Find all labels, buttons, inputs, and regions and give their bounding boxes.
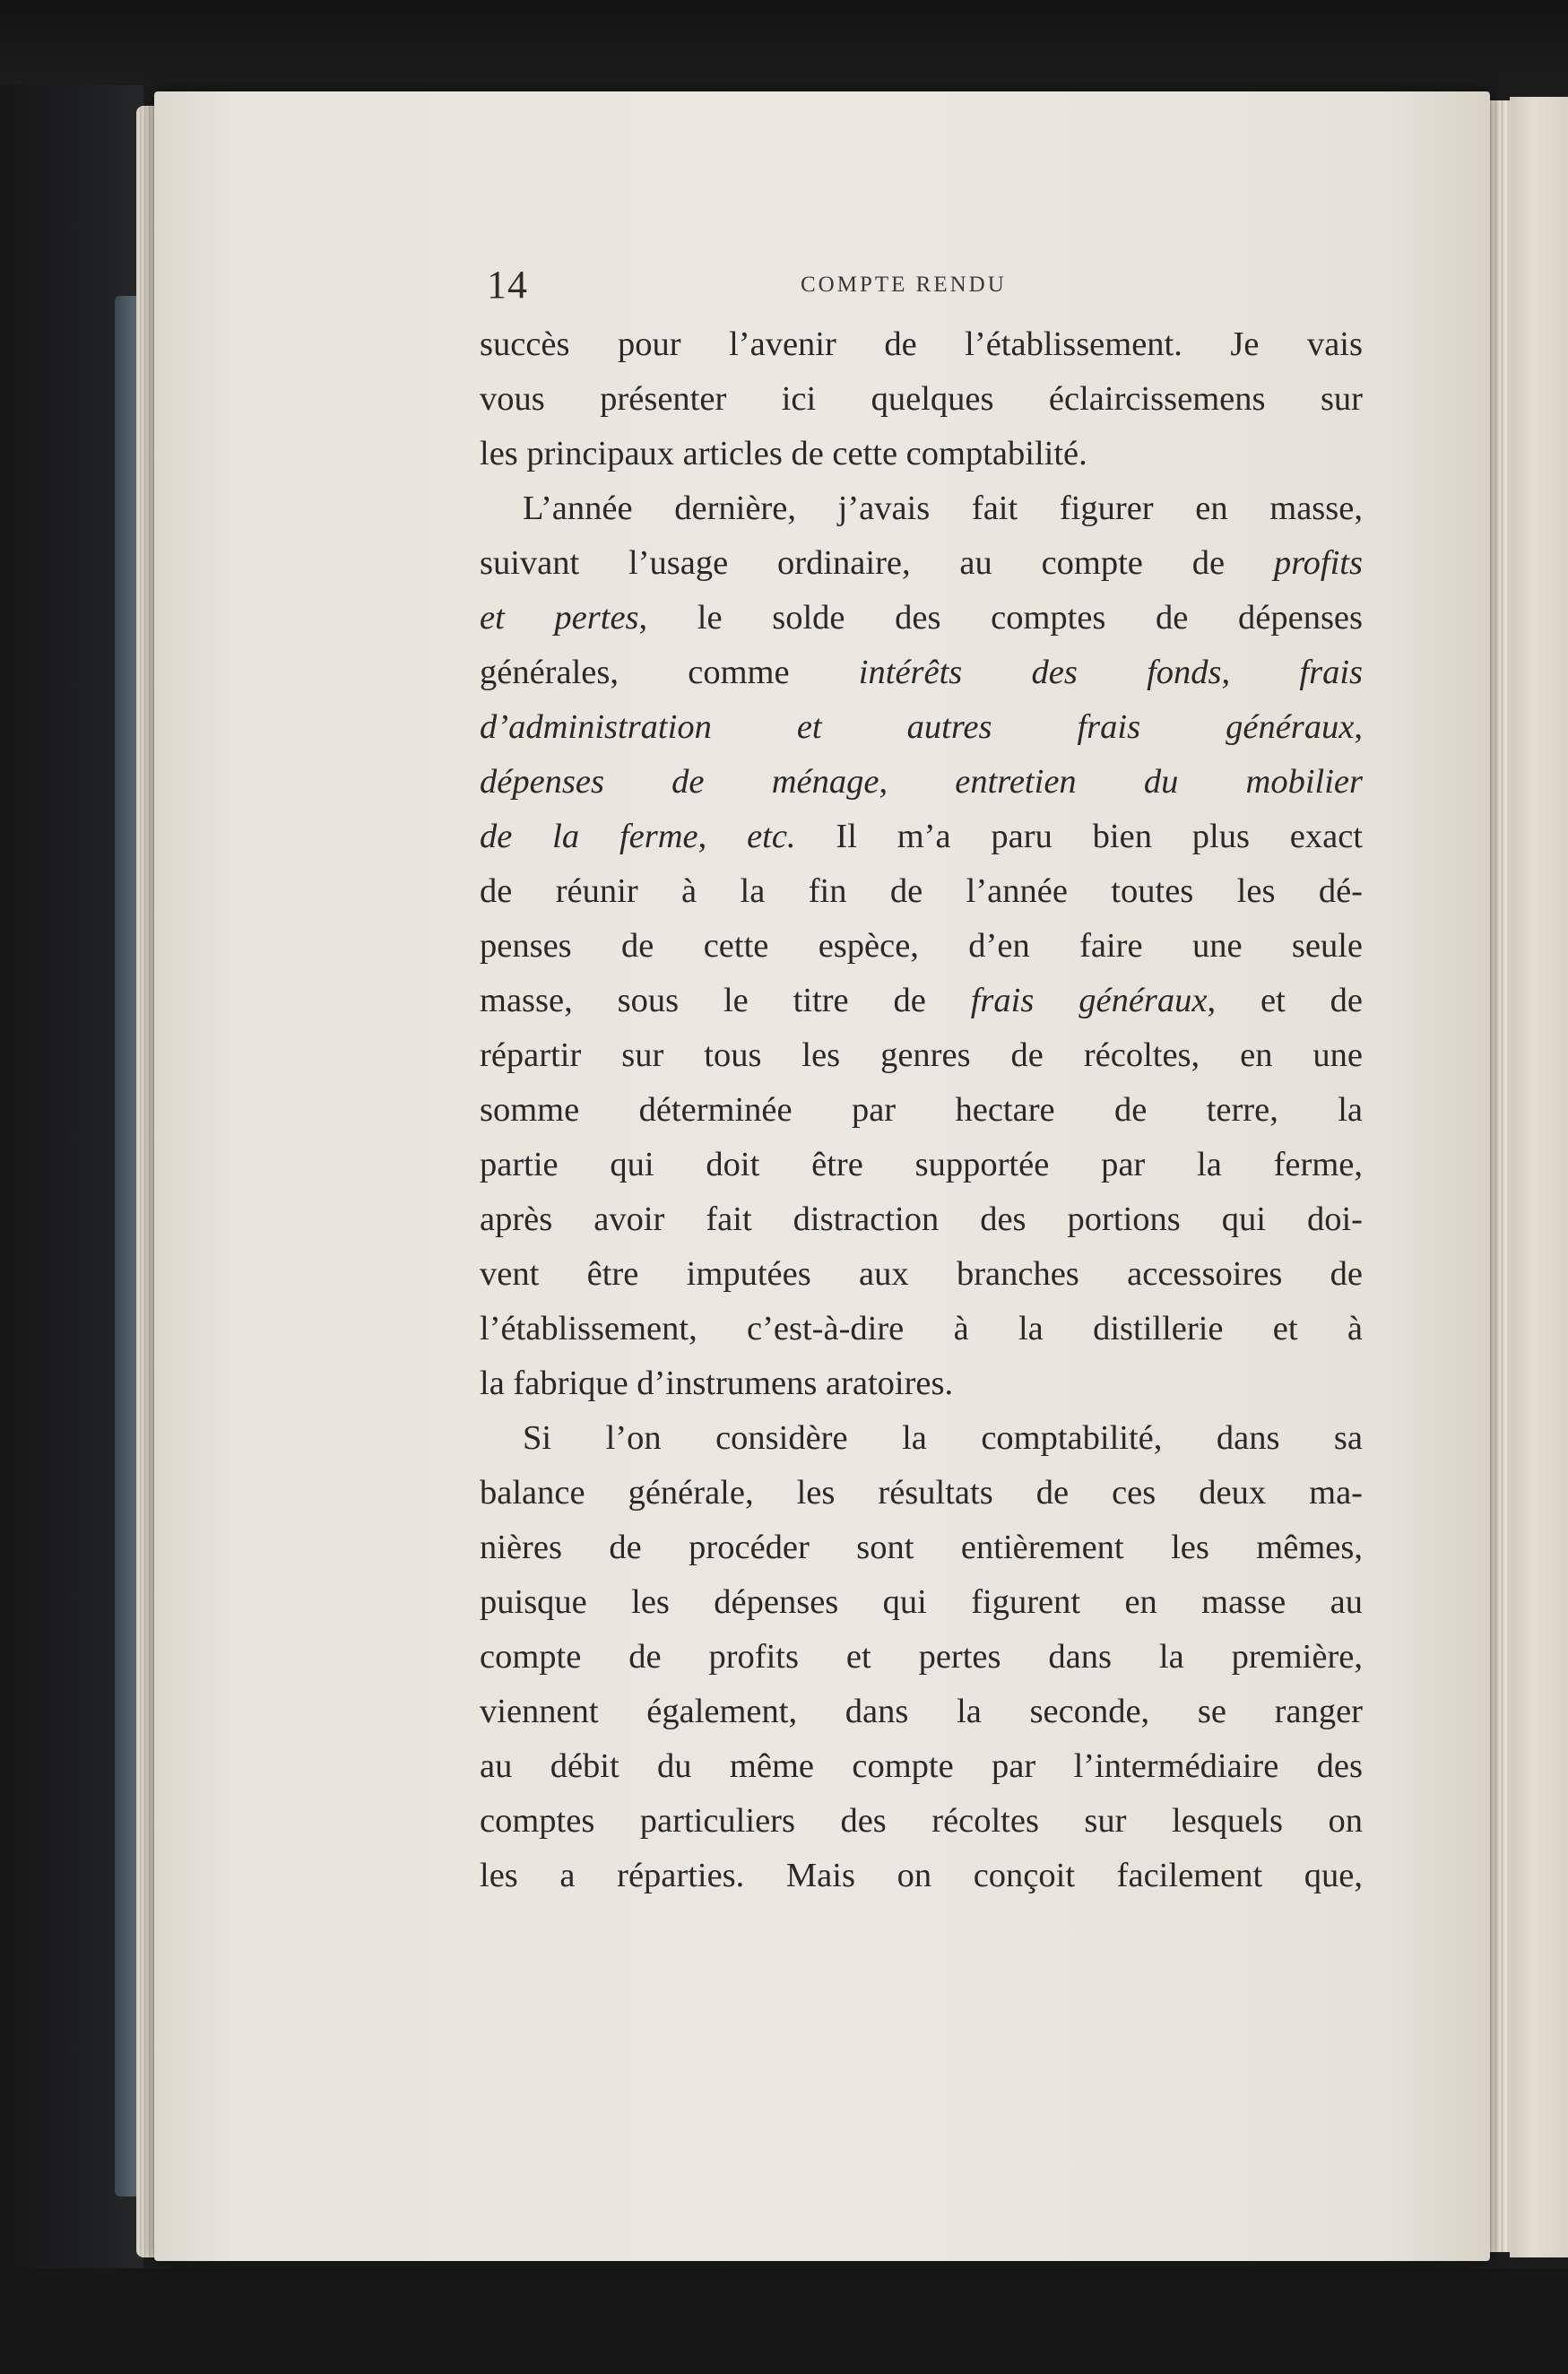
text-line: balance générale, les résultats de ces deux ma- bbox=[480, 1474, 1363, 1512]
body-text bbox=[480, 318, 1363, 1932]
text-line bbox=[480, 537, 1363, 589]
italic-span: dépenses de ménage bbox=[480, 763, 879, 801]
text-line: L’année dernière, j’avais fait figurer en masse, bbox=[523, 490, 1363, 527]
text-span: masse, sous le titre de bbox=[480, 982, 971, 1019]
text-span: , bbox=[879, 763, 956, 801]
italic-span: etc. bbox=[747, 818, 796, 855]
text-span: suivant l’usage ordinaire, au compte de bbox=[480, 544, 1274, 582]
text-line bbox=[480, 646, 1363, 698]
facing-page-edge bbox=[1510, 97, 1568, 2257]
italic-span: frais bbox=[1299, 654, 1364, 691]
text-line: succès pour l’avenir de l’établissement. Je vais bbox=[480, 325, 1363, 363]
text-line: les principaux articles de cette comptabilité. bbox=[480, 435, 1087, 472]
background-bottom bbox=[0, 2268, 1568, 2374]
italic-span: intérêts des fonds bbox=[858, 654, 1222, 691]
text-line bbox=[480, 975, 1363, 1027]
text-line bbox=[480, 592, 1363, 644]
text-span: , bbox=[1221, 654, 1300, 691]
text-line: vent être imputées aux branches accessoires de bbox=[480, 1255, 1363, 1293]
running-title: COMPTE RENDU bbox=[801, 273, 1007, 297]
italic-span: profits bbox=[1273, 544, 1363, 582]
text-line: somme déterminée par hectare de terre, la bbox=[480, 1091, 1363, 1129]
background-top bbox=[0, 0, 1568, 85]
text-line: de réunir à la fin de l’année toutes les dé- bbox=[480, 872, 1363, 910]
text-line: après avoir fait distraction des portions qui doi- bbox=[480, 1200, 1363, 1238]
text-line: nières de procéder sont entièrement les mêmes, bbox=[480, 1529, 1363, 1566]
text-line: répartir sur tous les genres de récoltes, en une bbox=[480, 1036, 1363, 1074]
text-span: , bbox=[697, 818, 748, 855]
text-span: Il m’a paru bien plus exact bbox=[795, 818, 1363, 855]
italic-span: et pertes bbox=[480, 599, 639, 637]
italic-span: de la ferme bbox=[480, 818, 698, 855]
text-line: viennent également, dans la seconde, se ranger bbox=[480, 1693, 1363, 1730]
italic-span: entretien du mobilier bbox=[955, 763, 1363, 801]
text-line bbox=[480, 756, 1363, 808]
text-span: , le solde des comptes de dépenses bbox=[638, 599, 1364, 637]
text-line: Si l’on considère la comptabilité, dans sa bbox=[523, 1419, 1363, 1457]
italic-span: frais généraux bbox=[970, 982, 1208, 1019]
text-line: puisque les dépenses qui figurent en masse au bbox=[480, 1583, 1363, 1621]
text-line: l’établissement, c’est-à-dire à la distillerie et à bbox=[480, 1310, 1363, 1347]
page-gutter bbox=[1490, 100, 1510, 2252]
text-span: , et de bbox=[1207, 982, 1364, 1019]
text-line: la fabrique d’instrumens aratoires. bbox=[480, 1365, 954, 1402]
text-span: , bbox=[1354, 708, 1363, 746]
text-line: partie qui doit être supportée par la ferme, bbox=[480, 1146, 1363, 1183]
italic-span: d’administration et autres frais généraux bbox=[480, 708, 1355, 746]
text-line: comptes particuliers des récoltes sur lesquels on bbox=[480, 1802, 1363, 1840]
text-line: les a réparties. Mais on conçoit facilement que, bbox=[480, 1857, 1363, 1894]
text-line: penses de cette espèce, d’en faire une seule bbox=[480, 927, 1363, 965]
text-line bbox=[480, 701, 1363, 753]
text-line: au débit du même compte par l’intermédiaire des bbox=[480, 1747, 1363, 1785]
running-head bbox=[487, 262, 1383, 307]
page-number: 14 bbox=[487, 263, 528, 307]
text-span: générales, comme bbox=[480, 654, 859, 691]
text-line: vous présenter ici quelques éclaircissemens sur bbox=[480, 380, 1363, 418]
text-line bbox=[480, 810, 1363, 862]
text-line: compte de profits et pertes dans la première, bbox=[480, 1638, 1363, 1676]
